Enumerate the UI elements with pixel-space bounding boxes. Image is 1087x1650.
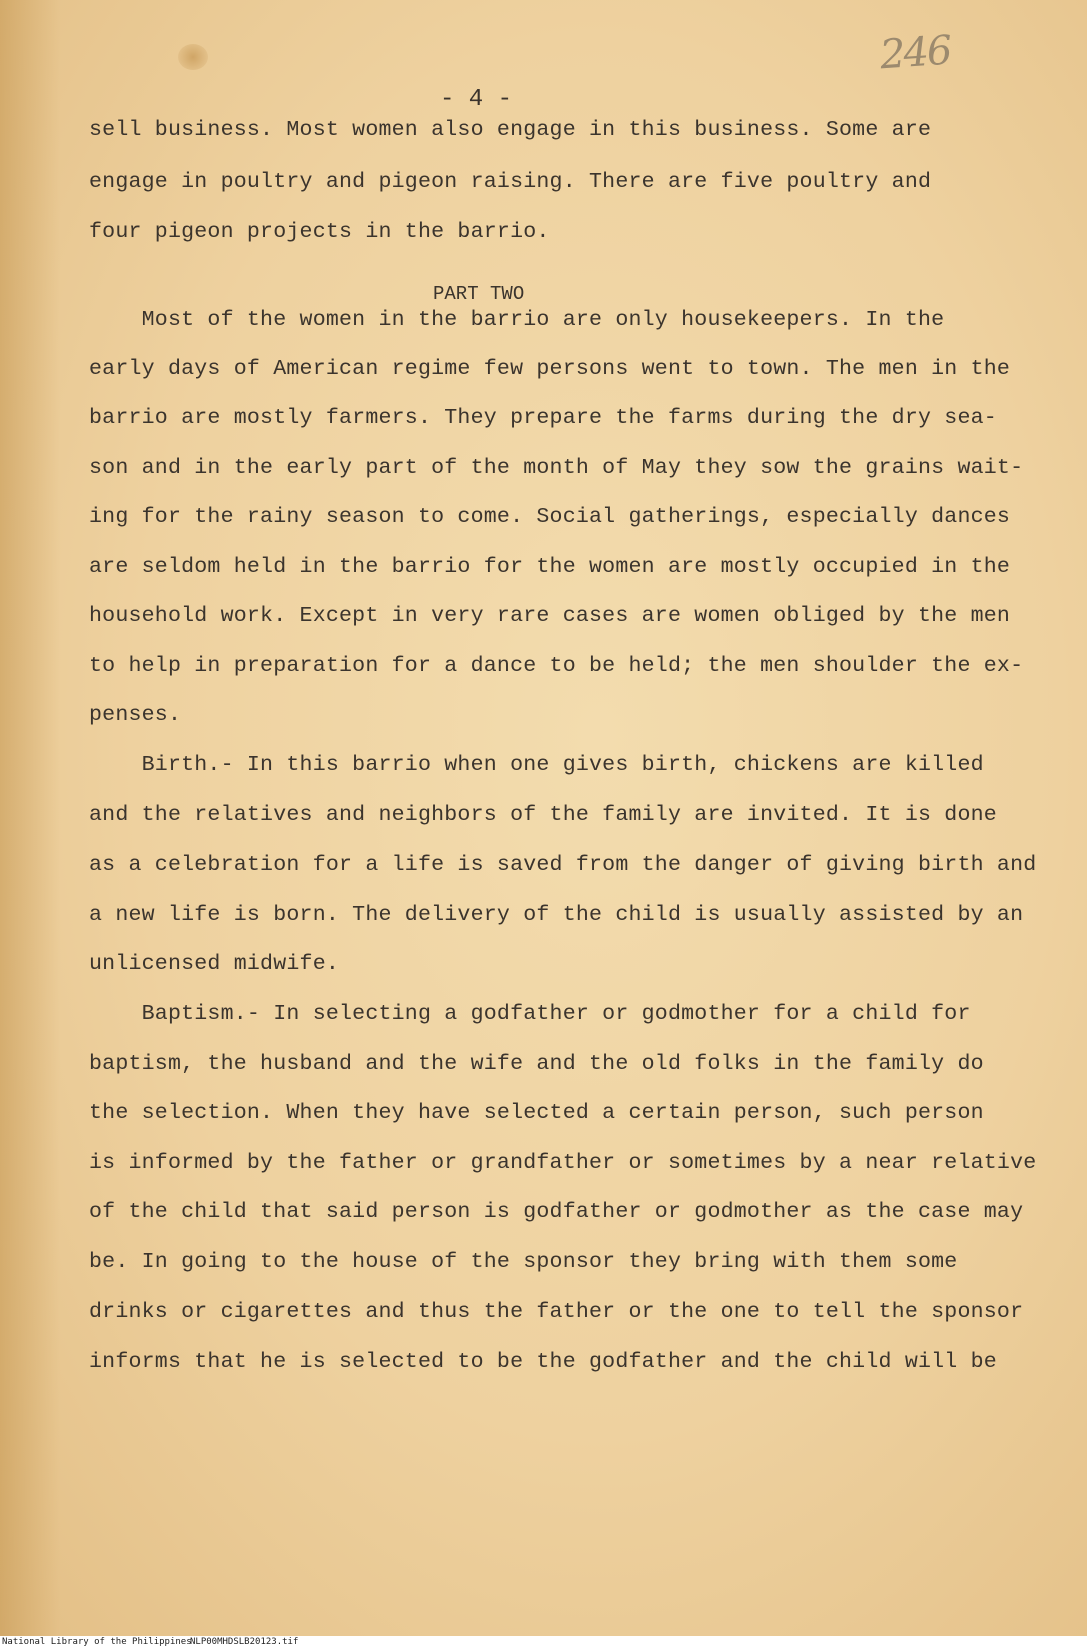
text-line: baptism, the husband and the wife and the old folks in the family do [89,1052,984,1076]
text-line: a new life is born. The delivery of the child is usually assisted by an [89,903,1024,927]
page-number: - 4 - [440,86,513,113]
text-line: Baptism.- In selecting a godfather or godmother for a child for [89,1002,971,1026]
text-line: ing for the rainy season to come. Social gatherings, especially dances [89,505,1011,529]
text-line: the selection. When they have selected a certain person, such person [89,1101,984,1125]
text-line: drinks or cigarettes and thus the father or the one to tell the sponsor [89,1300,1024,1324]
text-line: son and in the early part of the month of May they sow the grains wait- [89,456,1024,480]
text-line: as a celebration for a life is saved from the danger of giving birth and [89,853,1037,877]
text-line: to help in preparation for a dance to be held; the men shoulder the ex- [89,654,1024,678]
text-line: Most of the women in the barrio are only housekeepers. In the [89,308,945,332]
text-line: is informed by the father or grandfather or sometimes by a near relative [89,1151,1037,1175]
library-credit: National Library of the Philippines [2,1637,192,1647]
text-line: engage in poultry and pigeon raising. There are five poultry and [89,170,932,194]
section-heading: PART TWO [433,283,525,305]
text-line: household work. Except in very rare cases are women obliged by the men [89,604,1011,628]
scan-footer [0,1636,1087,1650]
handwritten-folio-number: 246 [878,27,952,79]
text-line: Birth.- In this barrio when one gives birth, chickens are killed [89,753,984,777]
text-line: are seldom held in the barrio for the women are mostly occupied in the [89,555,1011,579]
text-line: early days of American regime few persons went to town. The men in the [89,357,1011,381]
text-line: penses. [89,703,182,727]
file-id: NLP00MHDSLB20123.tif [190,1637,299,1647]
text-line: of the child that said person is godfather or godmother as the case may [89,1200,1024,1224]
text-line: informs that he is selected to be the godfather and the child will be [89,1350,997,1374]
text-line: be. In going to the house of the sponsor they bring with them some [89,1250,958,1274]
text-line: sell business. Most women also engage in this business. Some are [89,118,932,142]
text-line: and the relatives and neighbors of the family are invited. It is done [89,803,997,827]
text-line: four pigeon projects in the barrio. [89,220,550,244]
text-line: unlicensed midwife. [89,952,340,976]
text-line: barrio are mostly farmers. They prepare the farms during the dry sea- [89,406,997,430]
paper-stain [178,44,208,70]
